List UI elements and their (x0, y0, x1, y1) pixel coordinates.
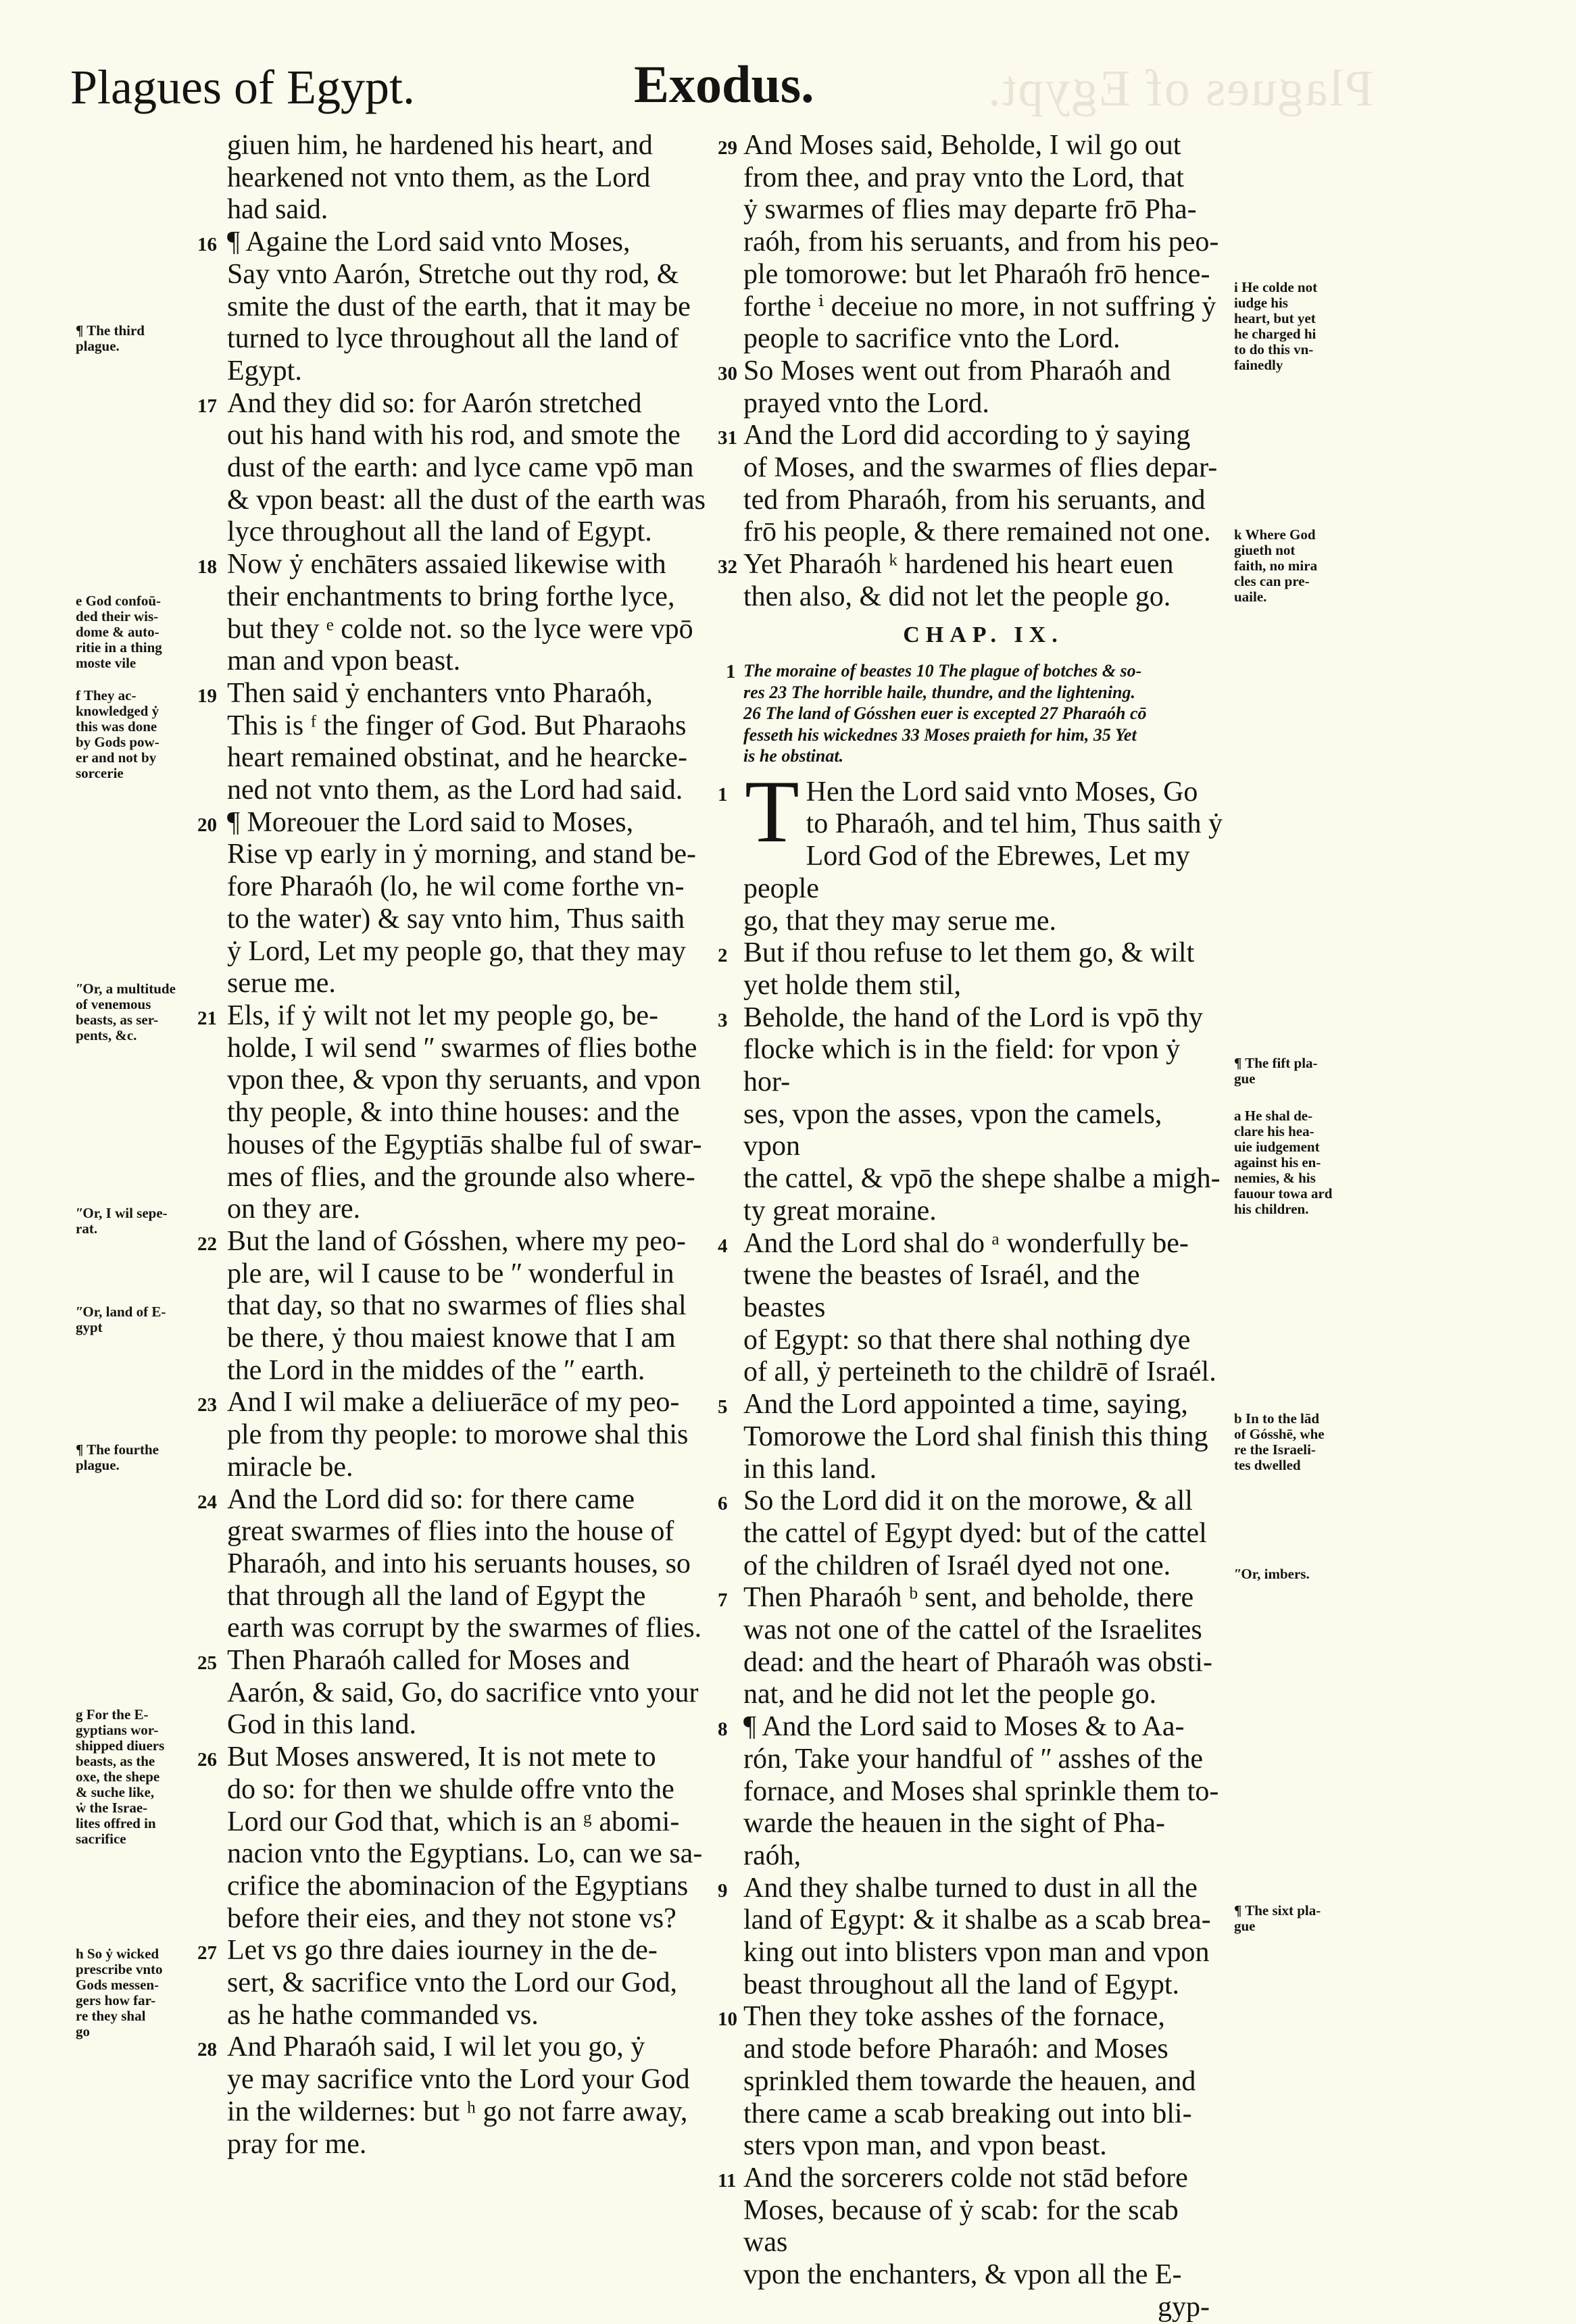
verse-number: 11 (718, 2169, 737, 2192)
verse-block (197, 1935, 714, 2031)
margin-note: g For the E- gyptians wor- shipped diuers beasts, as the oxe, the shepe & suche like, ẇ the Israe- lites offred in sacrifice (76, 1706, 165, 1847)
verse-text: But the land of Gósshen, where my peo- ple are, wil I cause to be ʺ wonderful in that day, so that no swarmes of flies shal be there, ẏ thou maiest knowe that I am the Lord in the middes of the ʺ earth. (227, 1225, 687, 1386)
verse-block (197, 677, 714, 807)
margin-note: ʺOr, a multitude of venemous beasts, as ser- pents, &c. (76, 981, 176, 1043)
verse-number: 25 (197, 1652, 217, 1675)
verse-text: giuen him, he hardened his heart, and hearkened not vnto them, as the Lord had said. (227, 130, 653, 226)
verse-text: Now ẏ enchāters assaied likewise with their enchantments to bring forthe lyce, but they ᵉ colde not. so the lyce were vpō man and vpon beast. (227, 549, 693, 677)
verse-block (197, 1387, 714, 1483)
verse-block (197, 1645, 714, 1741)
verse-block (718, 1485, 1223, 1582)
verse-number: 28 (197, 2039, 217, 2061)
verse-number: 32 (718, 556, 737, 578)
verse-text: And Moses said, Beholde, I wil go out from thee, and pray vnto the Lord, that ẏ swarmes of flies may departe frō Pha- raóh, from his seruants, and from his peo- ple tomorowe: but let Pharaóh frō hence- forthe ⁱ deceiue no more, in not suffring ẏ people to sacrifice vnto the Lord. (743, 130, 1219, 355)
verse-number: 31 (718, 427, 737, 449)
verse-text: And the sorcerers colde not stād before Moses, because of ẏ scab: for the scab was vpon the enchanters, & vpon all the E- (743, 2162, 1188, 2291)
verse-text: So the Lord did it on the morowe, & all the cattel of Egypt dyed: but of the cattel of the children of Israél dyed not one. (743, 1485, 1207, 1581)
bleed-through-text: Plagues of Egypt. (987, 60, 1374, 117)
margin-note: i He colde not iudge his heart, but yet he charged hi to do this vn- fainedly (1234, 279, 1318, 373)
margin-note: ¶ The fift pla- gue (1234, 1055, 1318, 1087)
verse-text: And they shalbe turned to dust in all the land of Egypt: & it shalbe as a scab brea- king out into blisters vpon man and vpon beast throughout all the land of Egypt. (743, 1872, 1211, 2000)
verse-number: 6 (718, 1493, 728, 1515)
verse-text: Beholde, the hand of the Lord is vpō thy flocke which is in the field: for vpon ẏ hor- ses, vpon the asses, vpon the camels, vpon the cattel, & vpō the shepe shalbe a migh- ty great moraine. (743, 1002, 1221, 1227)
verse-block (718, 1711, 1223, 1873)
verse-text: Hen the Lord said vnto Moses, Go to Pharaóh, and tel him, Thus saith ẏ Lord God of the Ebrewes, Let my people go, that they may serue me. (743, 776, 1223, 937)
verse-block (718, 549, 1223, 613)
verse-block (197, 1741, 714, 1935)
verse-number: 18 (197, 556, 217, 578)
verse-text: Els, if ẏ wilt not let my people go, be- holde, I wil send ʺ swarmes of flies bothe vpon thee, & vpon thy seruants, and vpon thy people, & into thine houses: and the houses of the Egyptiās shalbe ful of swar- mes of flies, and the grounde also where- on they are. (227, 999, 702, 1225)
drop-cap: T (745, 761, 799, 861)
verse-block (718, 2001, 1223, 2162)
verse-block (718, 761, 1223, 938)
verse-number: 17 (197, 395, 217, 417)
verse-block (718, 420, 1223, 549)
verse-block (197, 549, 714, 678)
verse-text: But Moses answered, It is not mete to do so: for then we shulde offre vnto the Lord our God that, which is an ᵍ abomi- nacion vnto the Egyptians. Lo, can we sa- crifice the abominacion of the Egyptians before their eies, and they not stone vs? (227, 1741, 703, 1934)
verse-number: 30 (718, 362, 737, 385)
verse-number: 7 (718, 1589, 728, 1612)
margin-note: ¶ The sixt pla- gue (1234, 1902, 1321, 1934)
book-title: Exodus. (634, 55, 814, 114)
margin-note: h So ẏ wicked prescribe vnto Gods messen- gers how far- re they shal go (76, 1946, 163, 2039)
verse-number: 29 (718, 137, 737, 159)
verse-block (718, 1227, 1223, 1389)
verse-block (197, 806, 714, 1000)
margin-note: ʺOr, I wil sepe- rat. (76, 1205, 168, 1237)
verse-text: And the Lord did so: for there came great swarmes of flies into the house of Pharaóh, and into his seruants houses, so that through all the land of Egypt the earth was corrupt by the swarmes of flies. (227, 1483, 702, 1644)
margin-note: b In to the lād of Gósshē, whe re the Israeli- tes dwelled (1234, 1410, 1325, 1473)
verse-text: And the Lord shal do ᵃ wonderfully be- twene the beastes of Israél, and the beastes of Egypt: so that there shal nothing dye of all, ẏ perteineth to the childrē of Israél. (743, 1227, 1216, 1388)
margin-note: ʺOr, imbers. (1234, 1566, 1310, 1582)
verse-text: And the Lord appointed a time, saying, Tomorowe the Lord shal finish this thing in this land. (743, 1389, 1208, 1485)
verse-block (197, 2031, 714, 2160)
verse-block (718, 2162, 1223, 2292)
verse-text: But if thou refuse to let them go, & wilt yet holde them stil, (743, 937, 1195, 1001)
verse-block (197, 999, 714, 1226)
verse-block (718, 937, 1223, 1002)
margin-note: ʺOr, land of E- gypt (76, 1304, 166, 1335)
verse-block (197, 226, 714, 388)
verse-number: 19 (197, 685, 217, 707)
verse-block (718, 130, 1223, 355)
verse-number: 1 (718, 783, 728, 806)
verse-number: 9 (718, 1879, 728, 1902)
verse-text: Then they toke asshes of the fornace, and stode before Pharaóh: and Moses sprinkled them towarde the heauen, and there came a scab breaking out into bli- sters vpon man, and vpon beast. (743, 2001, 1196, 2162)
verse-number: 22 (197, 1233, 217, 1255)
verse-text: And they did so: for Aarón stretched out his hand with his rod, and smote the dust of the earth: and lyce came vpō man & vpon beast: all the dust of the earth was lyce throughout all the land of Egypt. (227, 387, 706, 548)
left-text-column (197, 130, 714, 2160)
verse-number: 26 (197, 1749, 217, 1771)
verse-block (718, 1002, 1223, 1228)
verse-number: 10 (718, 2008, 737, 2031)
verse-text: ¶ Againe the Lord said vnto Moses, Say vnto Aarón, Stretche out thy rod, & smite the dust of the earth, that it may be turned to lyce throughout all the land of Egypt. (227, 226, 691, 387)
verse-number: 2 (718, 945, 728, 967)
verse-block (197, 1225, 714, 1387)
verse-text: ¶ Moreouer the Lord said to Moses, Rise vp early in ẏ morning, and stand be- fore Pharaóh (lo, he wil come forthe vn- to the water) & say vnto him, Thus saith ẏ Lord, Let my people go, that they may serue me. (227, 806, 697, 999)
summary-verse-number: 1 (726, 661, 736, 683)
verse-text: Let vs go thre daies iourney in the de- sert, & sacrifice vnto the Lord our God, as he hathe commanded vs. (227, 1935, 677, 2031)
verse-number: 21 (197, 1007, 217, 1029)
verse-number: 3 (718, 1009, 728, 1031)
verse-text: Then Pharaóh called for Moses and Aarón, & said, Go, do sacrifice vnto your God in this land. (227, 1645, 699, 1741)
verse-number: 8 (718, 1719, 728, 1741)
verse-text: And the Lord did according to ẏ saying of Moses, and the swarmes of flies depar- ted from Pharaóh, from his seruants, and frō his people, & there remained not one. (743, 420, 1218, 548)
margin-note: e God confoū- ded their wis- dome & auto- ritie in a thing moste vile (76, 593, 162, 671)
chapter-heading: CHAP. IX. (903, 622, 1064, 647)
verse-text: Then Pharaóh ᵇ sent, and beholde, there was not one of the cattel of the Israelites dead: and the heart of Pharaóh was obsti- nat, and he did not let the people go. (743, 1582, 1212, 1710)
margin-note: a He shal de- clare his hea- uie iudgement against his en- nemies, & his fauour towa ard his children. (1234, 1108, 1333, 1217)
verse-number: 4 (718, 1235, 728, 1257)
verse-block (718, 1872, 1223, 2002)
verse-number: 24 (197, 1491, 217, 1513)
margin-note: ¶ The fourthe plague. (76, 1441, 159, 1473)
verse-block (718, 1389, 1223, 1485)
margin-note: k Where God giueth not faith, no mira cles can pre- uaile. (1234, 526, 1318, 605)
verse-text: And I wil make a deliuerāce of my peo- ple from thy people: to morowe shal this miracle be. (227, 1387, 689, 1483)
verse-text: So Moses went out from Pharaóh and prayed vnto the Lord. (743, 355, 1171, 419)
running-title: Plagues of Egypt. (70, 60, 415, 114)
margin-note: f They ac- knowledged ẏ this was done by Gods pow- er and not by sorcerie (76, 687, 159, 781)
verse-block (197, 387, 714, 549)
verse-number: 5 (718, 1396, 728, 1418)
margin-note: ¶ The third plague. (76, 322, 145, 354)
verse-text: And Pharaóh said, I wil let you go, ẏ ye may sacrifice vnto the Lord your God in the wildernes: but ʰ go not farre away, pray for me. (227, 2031, 690, 2160)
chapter-summary-text: The moraine of beastes 10 The plague of botches & so- res 23 The horrible haile, thundre, and the lightening. 26 The land of Gósshen euer is excepted 27 Pharaóh cō fesseth his wickednes 33 Moses praieth for him, 35 Yet is he obstinat. (743, 661, 1147, 766)
verse-text: ¶ And the Lord said to Moses & to Aa- rón, Take your handful of ʺ asshes of the fornace, and Moses shal sprinkle them to- warde the heauen in the sight of Pha- raóh, (743, 1711, 1219, 1871)
right-text-column (718, 130, 1223, 2324)
catchword: gyp- (1158, 2291, 1210, 2323)
verse-block (227, 130, 714, 226)
verse-number: 16 (197, 234, 217, 256)
verse-block (718, 355, 1223, 420)
verse-number: 20 (197, 814, 217, 836)
verse-text: Yet Pharaóh ᵏ hardened his heart euen then also, & did not let the people go. (743, 549, 1174, 612)
verse-number: 23 (197, 1394, 217, 1416)
chapter-summary (726, 660, 1223, 767)
verse-block (718, 1582, 1223, 1711)
verse-block (197, 1483, 714, 1646)
verse-text: Then said ẏ enchanters vnto Pharaóh, This is ᶠ the finger of God. But Pharaohs heart remained obstinat, and he hearcke- ned not vnto them, as the Lord had said. (227, 677, 688, 806)
verse-number: 27 (197, 1942, 217, 1964)
